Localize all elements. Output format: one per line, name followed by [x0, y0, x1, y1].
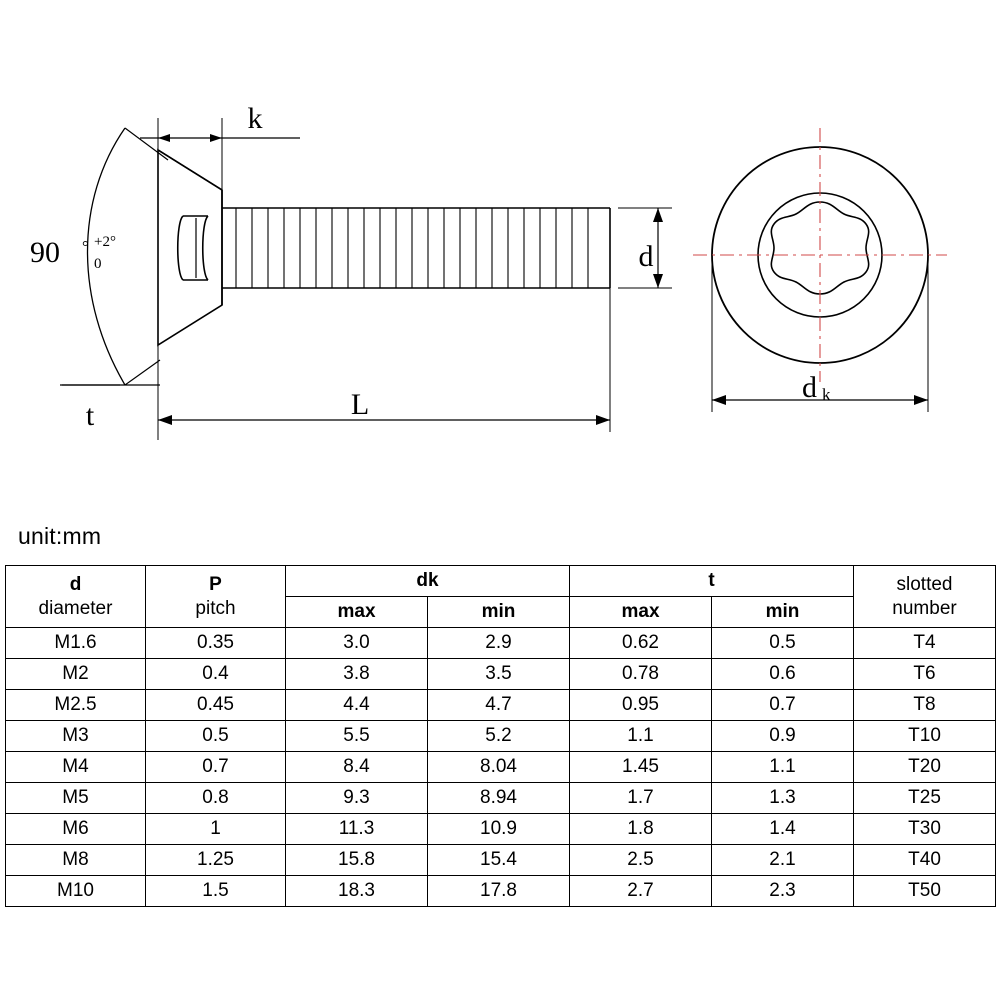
- cell-p: 0.5: [146, 721, 286, 752]
- cell-slotted: T50: [854, 876, 996, 907]
- cell-p: 0.45: [146, 690, 286, 721]
- cell-d: M3: [6, 721, 146, 752]
- cell-t-min: 0.5: [712, 628, 854, 659]
- dimension-label-dk-main: d: [802, 371, 817, 404]
- angle-value: 90: [30, 236, 60, 269]
- angle-tolerance-upper: +2°: [94, 234, 116, 250]
- header-dk: dk: [286, 566, 570, 597]
- cell-dk-max: 9.3: [286, 783, 428, 814]
- cell-d: M10: [6, 876, 146, 907]
- cell-dk-min: 10.9: [428, 814, 570, 845]
- dimension-label-k: k: [247, 102, 263, 135]
- cell-slotted: T10: [854, 721, 996, 752]
- cell-dk-max: 3.0: [286, 628, 428, 659]
- angle-degree-symbol: °: [82, 237, 89, 256]
- cell-t-min: 1.4: [712, 814, 854, 845]
- cell-p: 0.4: [146, 659, 286, 690]
- table-row: [6, 628, 996, 659]
- cell-slotted: T4: [854, 628, 996, 659]
- table-row: [6, 876, 996, 907]
- header-slotted-line2: number: [892, 597, 957, 619]
- cell-slotted: T40: [854, 845, 996, 876]
- cell-dk-max: 3.8: [286, 659, 428, 690]
- cell-dk-min: 17.8: [428, 876, 570, 907]
- cell-p: 1.5: [146, 876, 286, 907]
- cell-dk-max: 15.8: [286, 845, 428, 876]
- header-slotted-number: [854, 566, 996, 628]
- cell-dk-min: 4.7: [428, 690, 570, 721]
- cell-dk-min: 5.2: [428, 721, 570, 752]
- header-t-min: min: [712, 597, 854, 628]
- angle-tolerance-lower: 0: [94, 256, 102, 272]
- cell-slotted: T25: [854, 783, 996, 814]
- cell-dk-max: 18.3: [286, 876, 428, 907]
- cell-slotted: T30: [854, 814, 996, 845]
- cell-d: M5: [6, 783, 146, 814]
- cell-d: M6: [6, 814, 146, 845]
- cell-p: 1: [146, 814, 286, 845]
- header-d-line1: d: [69, 573, 82, 595]
- cell-dk-max: 11.3: [286, 814, 428, 845]
- header-dk-min: min: [428, 597, 570, 628]
- cell-t-max: 1.45: [570, 752, 712, 783]
- cell-t-min: 0.6: [712, 659, 854, 690]
- table-row: [6, 690, 996, 721]
- table-header-row-1: [6, 566, 996, 597]
- cell-dk-max: 5.5: [286, 721, 428, 752]
- cell-t-min: 2.3: [712, 876, 854, 907]
- cell-dk-min: 8.04: [428, 752, 570, 783]
- cell-t-max: 0.95: [570, 690, 712, 721]
- cell-p: 0.35: [146, 628, 286, 659]
- dimension-label-dk-sub: k: [822, 385, 831, 404]
- cell-slotted: T8: [854, 690, 996, 721]
- table-row: [6, 659, 996, 690]
- cell-t-max: 2.5: [570, 845, 712, 876]
- cell-dk-min: 2.9: [428, 628, 570, 659]
- cell-t-min: 0.9: [712, 721, 854, 752]
- header-p: [146, 566, 286, 628]
- dimension-label-L: L: [350, 388, 370, 421]
- table-row: [6, 845, 996, 876]
- cell-t-max: 1.1: [570, 721, 712, 752]
- cell-t-min: 2.1: [712, 845, 854, 876]
- unit-label: unit:mm: [18, 523, 102, 549]
- cell-d: M2: [6, 659, 146, 690]
- cell-t-min: 1.3: [712, 783, 854, 814]
- table-row: [6, 721, 996, 752]
- cell-p: 1.25: [146, 845, 286, 876]
- cell-dk-min: 3.5: [428, 659, 570, 690]
- cell-slotted: T6: [854, 659, 996, 690]
- table-row: [6, 783, 996, 814]
- cell-slotted: T20: [854, 752, 996, 783]
- header-d-line2: diameter: [38, 597, 113, 619]
- cell-dk-max: 8.4: [286, 752, 428, 783]
- cell-d: M1.6: [6, 628, 146, 659]
- cell-dk-min: 8.94: [428, 783, 570, 814]
- cell-p: 0.8: [146, 783, 286, 814]
- table-row: [6, 814, 996, 845]
- table-row: [6, 752, 996, 783]
- header-t: t: [570, 566, 854, 597]
- cell-t-max: 0.78: [570, 659, 712, 690]
- header-dk-max: max: [286, 597, 428, 628]
- cell-t-max: 1.7: [570, 783, 712, 814]
- cell-t-min: 0.7: [712, 690, 854, 721]
- header-d: [6, 566, 146, 628]
- cell-t-max: 2.7: [570, 876, 712, 907]
- cell-t-max: 0.62: [570, 628, 712, 659]
- header-p-line1: P: [209, 573, 222, 595]
- cell-t-min: 1.1: [712, 752, 854, 783]
- cell-d: M2.5: [6, 690, 146, 721]
- spec-table: [5, 565, 996, 907]
- cell-d: M8: [6, 845, 146, 876]
- cell-dk-min: 15.4: [428, 845, 570, 876]
- dimension-label-d: d: [638, 240, 654, 273]
- cell-t-max: 1.8: [570, 814, 712, 845]
- cell-p: 0.7: [146, 752, 286, 783]
- header-slotted-line1: slotted: [896, 573, 953, 595]
- dimension-label-t: t: [85, 399, 95, 432]
- spec-table-container: [5, 565, 995, 907]
- cell-d: M4: [6, 752, 146, 783]
- header-p-line2: pitch: [195, 597, 236, 619]
- header-t-max: max: [570, 597, 712, 628]
- cell-dk-max: 4.4: [286, 690, 428, 721]
